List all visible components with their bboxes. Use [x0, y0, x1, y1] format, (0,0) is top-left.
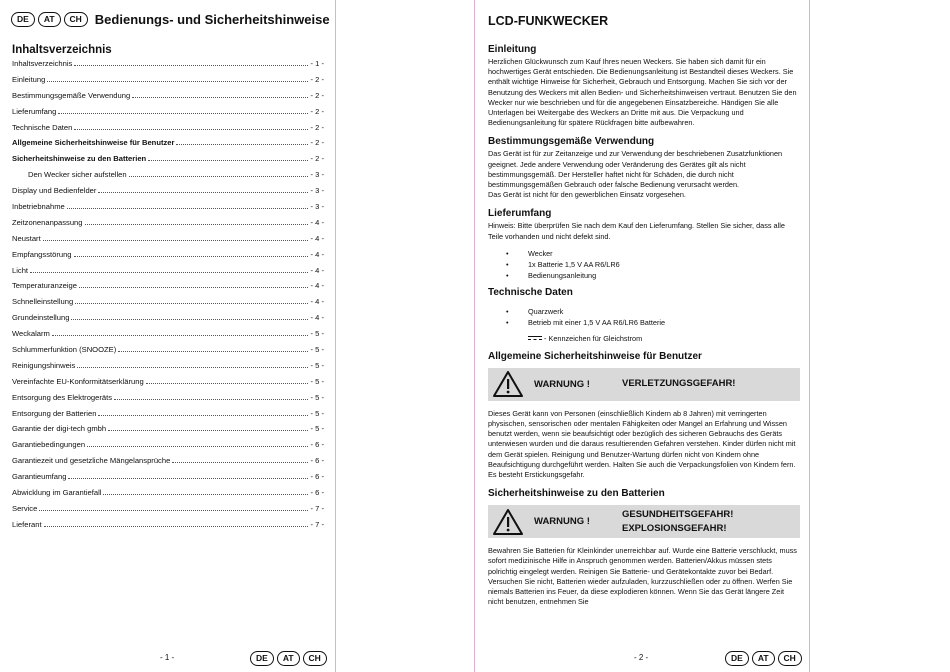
toc-page-number: - 5 - [310, 392, 324, 402]
toc-leader-dots [58, 113, 308, 114]
toc-page-number: - 4 - [310, 297, 324, 307]
toc-page-number: - 5 - [310, 345, 324, 355]
sicherheit-text: Dieses Gerät kann von Personen (einschließlich Kindern ab 8 Jahren) mit verringerten physischen, sensorischen oder mentalen Fähigkeiten oder Mangel an Erfahrung und Wissen benutzt werden, wenn sie beaufsichtigt oder bezüglich des sicheren Gebrauchs des Geräts unterwiesen wurden und die daraus resultierenden Gefahren verstehen. Kinder dürfen nicht mit dem Gerät spielen. Reinigung und Benutzer-Wartung dürfen nicht von Kindern ohne Beaufsichtigung durchgeführt werden. Halten Sie auch die Verpackungsfolien von Kindern fern. Es besteht Erstickungsgefahr. [488, 408, 796, 480]
toc-row [12, 440, 324, 456]
toc-label: Entsorgung des Elektrogeräts [12, 392, 113, 402]
toc-row [12, 488, 324, 504]
toc-row [12, 345, 324, 361]
toc-row [12, 393, 324, 409]
toc-label: Inhaltsverzeichnis [12, 59, 73, 68]
batterien-text: Bewahren Sie Batterien für Kleinkinder unerreichbar auf. Wurde eine Batterie verschluckt, muss sofort medizinische Hilfe in Anspruch genommen werden. Batterien/Akkus müssen stets polrichtig eingelegt werden. Reinigen Sie Batterie- und Gerätekontakte zuvor bei Bedarf. Versuchen Sie nicht, Batterien wieder aufzuladen, kurzzuschließen oder zu öffnen. Werfen Sie niemals Batterien ins Feuer, da diese explodieren können. Wenn Sie das Gerät längere Zeit nicht benutzen, entnehmen Sie [488, 546, 797, 607]
toc-leader-dots [74, 256, 309, 257]
toc-label: Lieferumfang [12, 106, 57, 116]
toc-page-number: - 5 - [310, 329, 324, 339]
footer-lang-pills-right [725, 651, 805, 666]
toc-row [12, 107, 324, 123]
toc-label: Schlummerfunktion (SNOOZE) [12, 345, 117, 355]
toc-page-number: - 7 - [310, 519, 324, 529]
section-heading-lieferumfang: Lieferumfang [488, 208, 552, 220]
toc-label: Garantieumfang [12, 472, 67, 482]
toc-label: Garantiebedingungen [12, 440, 86, 450]
toc-leader-dots [67, 208, 309, 209]
toc-label: Garantie der digi-tech gmbh [12, 424, 107, 434]
page-header [11, 12, 330, 27]
section-heading-sicherheit: Allgemeine Sicherheitshinweise für Benutzer [488, 350, 702, 362]
verwendung-text-2: Das Gerät ist nicht für den gewerblichen Einsatz vorgesehen. [488, 190, 686, 200]
lieferumfang-list [506, 248, 800, 281]
toc-row [12, 218, 324, 234]
toc-leader-dots [129, 176, 309, 177]
toc-leader-dots [39, 510, 308, 511]
toc-label: Lieferant [12, 519, 42, 529]
toc-row [12, 138, 324, 154]
toc-page-number: - 7 - [310, 503, 324, 513]
toc-page-number: - 5 - [310, 424, 324, 434]
lang-pill-de: DE [11, 12, 35, 27]
toc-row [12, 504, 324, 520]
toc-row [12, 123, 324, 139]
toc-row [12, 456, 324, 472]
page-gap-right [811, 0, 950, 672]
page-header-title: Bedienungs- und Sicherheitshinweise [94, 12, 330, 27]
list-item: • 1x Batterie 1,5 V AA R6/LR6 [506, 259, 800, 270]
toc-leader-dots [87, 446, 308, 447]
toc-leader-dots [74, 129, 308, 130]
toc-page-number: - 6 - [310, 488, 324, 498]
toc-label: Technische Daten [12, 122, 73, 132]
technische-list [506, 306, 800, 328]
toc-page-number: - 2 - [310, 154, 324, 164]
warning-detail: VERLETZUNGSGEFAHR! [622, 378, 736, 390]
toc-row [12, 361, 324, 377]
warning-triangle-icon [492, 508, 524, 536]
lang-pill-at: AT [277, 651, 300, 666]
toc-page-number: - 4 - [310, 281, 324, 291]
toc-row [12, 424, 324, 440]
toc-label: Schnelleinstellung [12, 297, 74, 307]
dc-label: - Kennzeichen für Gleichstrom [544, 333, 643, 343]
toc-leader-dots [75, 303, 308, 304]
warning-label: WARNUNG ! [534, 378, 590, 390]
toc-label: Display und Bedienfelder [12, 186, 97, 196]
toc-row [12, 250, 324, 266]
lang-pill-ch: CH [64, 12, 88, 27]
verwendung-text: Das Gerät ist für zur Zeitanzeige und zur Verwendung der beschriebenen Zusatzfunktionen geeignet. Jede andere Verwendung oder Veränderung des Gerätes gilt als nicht bestimmungsgemäß. Der Hersteller haftet nicht für Schäden, die durch nicht bestimmungsgemäßen Gebrauch oder falsche Bedienung verursacht werden. [488, 149, 783, 190]
toc-label: Empfangsstörung [12, 249, 72, 259]
toc-leader-dots [103, 494, 308, 495]
toc-label: Bestimmungsgemäße Verwendung [12, 90, 131, 100]
toc-row [12, 234, 324, 250]
toc-label: Den Wecker sicher aufstellen [28, 170, 127, 180]
page-number: - 1 - [160, 653, 175, 662]
toc-leader-dots [43, 240, 309, 241]
toc-row [12, 202, 324, 218]
list-item: • Betrieb mit einer 1,5 V AA R6/LR6 Batterie [506, 317, 800, 328]
lang-pill-at: AT [752, 651, 775, 666]
toc-leader-dots [44, 526, 309, 527]
toc-row [12, 329, 324, 345]
list-item: • Quarzwerk [506, 306, 800, 317]
warning-detail-explosion: EXPLOSIONSGEFAHR! [622, 522, 727, 534]
toc-label: Licht [12, 265, 29, 275]
section-heading-batterien: Sicherheitshinweise zu den Batterien [488, 488, 665, 500]
toc-page-number: - 2 - [310, 74, 324, 84]
toc-label: Garantiezeit und gesetzliche Mängelansprüche [12, 456, 171, 466]
lang-pill-ch: CH [778, 651, 802, 666]
right-page [474, 0, 810, 672]
left-page [0, 0, 336, 672]
toc-page-number: - 6 - [310, 440, 324, 450]
toc-row [12, 281, 324, 297]
toc-leader-dots [79, 287, 308, 288]
toc-row [12, 520, 324, 536]
lang-pill-de: DE [725, 651, 749, 666]
toc-page-number: - 6 - [310, 472, 324, 482]
toc-heading: Inhaltsverzeichnis [12, 44, 112, 56]
toc-leader-dots [68, 478, 308, 479]
toc-label: Service [12, 503, 38, 513]
warning-detail [622, 508, 733, 536]
toc-row [12, 377, 324, 393]
toc-leader-dots [77, 367, 308, 368]
toc-page-number: - 4 - [310, 217, 324, 227]
toc-row [12, 154, 324, 170]
toc-page-number: - 1 - [310, 59, 324, 68]
dc-symbol-line [528, 334, 800, 343]
toc-leader-dots [176, 144, 308, 145]
toc-leader-dots [118, 351, 308, 352]
toc-label: Entsorgung der Batterien [12, 408, 97, 418]
toc-label: Abwicklung im Garantiefall [12, 488, 102, 498]
section-heading-verwendung: Bestimmungsgemäße Verwendung [488, 136, 655, 148]
toc-leader-dots [47, 81, 308, 82]
toc-label: Reinigungshinweis [12, 360, 76, 370]
toc-page-number: - 2 - [310, 90, 324, 100]
toc-label: Grundeinstellung [12, 313, 70, 323]
section-heading-einleitung: Einleitung [488, 44, 537, 55]
toc-row [12, 297, 324, 313]
toc-page-number: - 5 - [310, 408, 324, 418]
toc-page-number: - 2 - [310, 122, 324, 132]
section-heading-technische-daten: Technische Daten [488, 286, 573, 298]
toc-row [12, 313, 324, 329]
toc-leader-dots [132, 97, 308, 98]
warning-triangle-icon [492, 370, 524, 398]
toc-leader-dots [85, 224, 309, 225]
einleitung-text: Herzlichen Glückwunsch zum Kauf Ihres neuen Weckers. Sie haben sich damit für ein hochwertiges Gerät entschieden. Die Bedienungsanleitung ist Bestandteil dieses Weckers. Sie enthält wichtige Hinweise für Sicherheit, Gebrauch und Entsorgung. Machen Sie sich vor der Benutzung des Weckers mit allen Bedien- und Sicherheitshinweisen vertraut. Benutzen Sie den Wecker nur wie beschrieben und für die angegebenen Einsatzbereiche. Händigen Sie alle Unterlagen bei Weitergabe des Weckers an Dritte mit aus. Die Verpackung und Bedienungsanleitung für spätere Rückfragen bitte aufbewahren. [488, 57, 797, 128]
right-page-content [488, 14, 800, 607]
toc-label: Sicherheitshinweise zu den Batterien [12, 154, 147, 164]
toc-page-number: - 4 - [310, 249, 324, 259]
toc-page-number: - 4 - [310, 313, 324, 323]
toc-row [12, 266, 324, 282]
table-of-contents [12, 59, 324, 536]
toc-row [12, 186, 324, 202]
toc-row [12, 472, 324, 488]
lang-pill-ch: CH [303, 651, 327, 666]
toc-label: Vereinfachte EU-Konformitätserklärung [12, 376, 144, 386]
document-title: LCD-FUNKWECKER [488, 14, 609, 28]
lang-pill-at: AT [38, 12, 61, 27]
toc-label: Weckalarm [12, 329, 50, 339]
toc-label: Allgemeine Sicherheitshinweise für Benutzer [12, 138, 175, 148]
toc-label: Einleitung [12, 74, 46, 84]
direct-current-icon [528, 335, 542, 341]
toc-leader-dots [172, 462, 308, 463]
page-number-right: - 2 - [634, 653, 649, 662]
toc-row [12, 75, 324, 91]
toc-row [12, 409, 324, 425]
lieferumfang-hint: Hinweis: Bitte überprüfen Sie nach dem Kauf den Lieferumfang. Stellen Sie sicher, dass alle Teile vorhanden und nicht defekt sind. [488, 221, 785, 241]
warning-box-injury [488, 368, 800, 401]
warning-box-battery [488, 505, 800, 538]
toc-leader-dots [74, 65, 308, 66]
toc-leader-dots [114, 399, 308, 400]
toc-page-number: - 3 - [310, 202, 324, 212]
warning-label: WARNUNG ! [534, 516, 590, 528]
toc-label: Neustart [12, 233, 41, 243]
toc-row [12, 91, 324, 107]
toc-page-number: - 2 - [310, 138, 324, 148]
toc-page-number: - 4 - [310, 233, 324, 243]
warning-detail-health: GESUNDHEITSGEFAHR! [622, 508, 734, 520]
toc-row [12, 59, 324, 75]
toc-page-number: - 6 - [310, 456, 324, 466]
toc-leader-dots [108, 430, 308, 431]
toc-label: Temperaturanzeige [12, 281, 78, 291]
toc-page-number: - 5 - [310, 376, 324, 386]
toc-page-number: - 5 - [310, 360, 324, 370]
lang-pill-de: DE [250, 651, 274, 666]
toc-leader-dots [52, 335, 309, 336]
toc-page-number: - 3 - [310, 170, 324, 180]
toc-leader-dots [30, 272, 308, 273]
toc-page-number: - 3 - [310, 186, 324, 196]
toc-row [12, 170, 324, 186]
list-item: • Wecker [506, 248, 800, 259]
toc-label: Inbetriebnahme [12, 202, 65, 212]
footer-lang-pills [250, 651, 330, 666]
page-gap [337, 0, 473, 672]
toc-leader-dots [71, 319, 308, 320]
toc-label: Zeitzonenanpassung [12, 217, 83, 227]
toc-page-number: - 4 - [310, 265, 324, 275]
toc-page-number: - 2 - [310, 106, 324, 116]
toc-leader-dots [148, 160, 308, 161]
toc-leader-dots [146, 383, 309, 384]
toc-leader-dots [98, 415, 308, 416]
list-item: • Bedienungsanleitung [506, 270, 800, 281]
toc-leader-dots [98, 192, 308, 193]
